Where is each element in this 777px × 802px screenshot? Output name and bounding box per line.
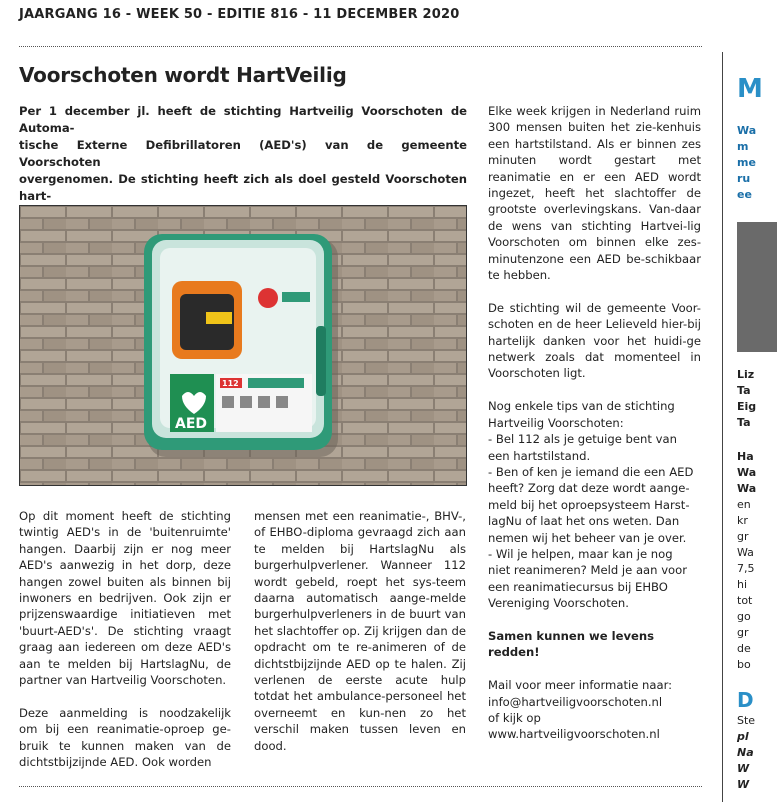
article-title: Voorschoten wordt HartVeilig — [19, 63, 347, 87]
contact-email-link[interactable]: info@hartveiligvoorschoten.nl — [488, 694, 663, 709]
sidebar-caption-line: Ta — [737, 384, 751, 397]
sidebar-tail-line: Ste — [737, 714, 756, 727]
contact-line: Mail voor meer informatie naar: — [488, 678, 673, 693]
sidebar-tail-line: pl — [737, 730, 749, 743]
sidebar-heading: M — [737, 74, 763, 104]
lead-line: overgenomen. De stichting heeft zich als doel gesteld Voorschoten hart- — [19, 172, 467, 203]
sidebar-bold-line: Wa — [737, 482, 757, 495]
lead-line: Per 1 december jl. heeft de stichting Hartveilig Voorschoten de Automa- — [19, 104, 467, 135]
sidebar-text-line: en — [737, 498, 751, 511]
sidebar-intro-line: ee — [737, 188, 752, 201]
tips-line: niet reanimeren? Meld je aan voor — [488, 563, 688, 578]
sidebar-tail-line: Na — [737, 746, 754, 759]
sidebar-caption-line: Ta — [737, 416, 751, 429]
sidebar-caption-line: Eig — [737, 400, 757, 413]
sidebar-text-line: Wa — [737, 546, 754, 559]
sidebar-text-line: kr — [737, 514, 748, 527]
sidebar-text-line: bo — [737, 658, 751, 671]
sidebar-text-line: tot — [737, 594, 753, 607]
masthead-info: JAARGANG 16 - WEEK 50 - EDITIE 816 - 11 DECEMBER 2020 — [19, 7, 460, 22]
bottom-divider — [19, 786, 702, 787]
tips-line: een hartstilstand. — [488, 448, 591, 463]
paragraph: Op dit moment heeft de stichting twintig AED's in de 'buitenruimte' hangen. Daarbij zijn er nog meer AED's aanwezig in het dorp, deze hangen zowel buiten als binnen bij inwoners en bedrijven. Ook zijn er prijzenswaardige initiatieven met 'buurt-AED's'. De stichting vraagt graag aan iedereen om deze AED's aan te melden bij HartslagNu, de partner van Hartveilig Voorschoten. — [19, 509, 231, 688]
tips-line: Nog enkele tips van de stichting — [488, 399, 675, 414]
tips-line: lagNu of laat het ons weten. Dan — [488, 514, 680, 529]
article-column-2 — [254, 508, 466, 770]
sidebar-text-line: de — [737, 642, 751, 655]
sidebar-intro-line: ru — [737, 172, 751, 185]
top-divider — [19, 46, 702, 47]
article-column-3 — [488, 103, 701, 743]
sidebar-heading-2: D — [737, 688, 754, 712]
sidebar-intro-line: Wa — [737, 124, 757, 137]
lead-line: tische Externe Defibrillatoren (AED's) van de gemeente Voorschoten — [19, 138, 467, 169]
sidebar-caption-line: Liz — [737, 368, 755, 381]
contact-website-link[interactable]: www.hartveiligvoorschoten.nl — [488, 727, 660, 742]
paragraph: mensen met een reanimatie-, BHV-, of EHBO-diploma gevraagd zich aan te melden bij HartslagNu als burgerhulpverlener. Wanneer 112 wordt gebeld, roept het sys-teem daarna automatisch aange-melde burgerhulpverleners in de buurt van het slachtoffer op. Zij krijgen dan de opdracht om te re-animeren of de dichtstbijzijnde AED op te halen. Zij verlenen de eerste acute hulp totdat het ambulance-personeel het overneemt en kun-nen zo het verschil maken tussen leven en dood. — [254, 509, 466, 753]
tips-line: nemen wij het beheer van je over. — [488, 530, 687, 545]
sidebar-text-line: 7,5 — [737, 562, 755, 575]
sidebar-intro-line: m — [737, 140, 749, 153]
paragraph: Elke week krijgen in Nederland ruim 300 mensen buiten het zie-kenhuis een hartstilstand. Als er binnen zes minuten wordt gestart met reanimatie en er een AED wordt ingezet, heeft het slachtoffer de grootste overlevingskans. Van-daar de wens van stichting Hartvei-lig Voorschoten om binnen elke zes-minutenzone een AED be-schikbaar te hebben. — [488, 104, 701, 283]
sidebar-text-line: hi — [737, 578, 748, 591]
contact-info — [488, 677, 701, 743]
tips-line: - Ben of ken je iemand die een AED — [488, 464, 694, 479]
article-column-1 — [19, 508, 231, 770]
sidebar-tail-line: W — [737, 762, 750, 775]
emergency-number-label: 112 — [222, 379, 239, 388]
sidebar-bold-line: Ha — [737, 450, 754, 463]
sidebar-intro-line: me — [737, 156, 756, 169]
aed-photo — [19, 205, 467, 486]
sidebar-tail-line: W — [737, 778, 750, 791]
tips-line: een reanimatiecursus bij EHBO — [488, 579, 668, 594]
sidebar-text-line: gr — [737, 626, 749, 639]
sidebar-next-article — [722, 52, 763, 802]
sidebar-text-line: gr — [737, 530, 749, 543]
slogan: Samen kunnen we levens redden! — [488, 628, 655, 660]
aed-sign-label: AED — [175, 416, 208, 432]
sidebar-text-line: go — [737, 610, 751, 623]
sidebar-photo — [737, 222, 777, 352]
tips-line: heeft? Zorg dat deze wordt aange- — [488, 481, 690, 496]
tips-line: Hartveilig Voorschoten: — [488, 415, 624, 430]
tips-list — [488, 398, 701, 611]
tips-line: meld bij het oproepsysteem Harst- — [488, 497, 690, 512]
tips-line: - Bel 112 als je getuige bent van — [488, 432, 677, 447]
sidebar-bold-line: Wa — [737, 466, 757, 479]
paragraph: Deze aanmelding is noodzakelijk om bij een reanimatie-oproep ge-bruik te kunnen maken van de dichtstbijzijnde AED. Ook worden — [19, 705, 231, 770]
tips-line: - Wil je helpen, maar kan je nog — [488, 546, 673, 561]
contact-line: of kijk op — [488, 710, 541, 725]
aed-cabinet-illustration — [20, 206, 466, 485]
tips-line: Vereniging Voorschoten. — [488, 596, 629, 611]
paragraph: De stichting wil de gemeente Voor-schoten en de heer Lelieveld hier-bij hartelijk danken voor het huidi-ge netwerk zoals dat momenteel in Voorschoten ligt. — [488, 300, 701, 381]
